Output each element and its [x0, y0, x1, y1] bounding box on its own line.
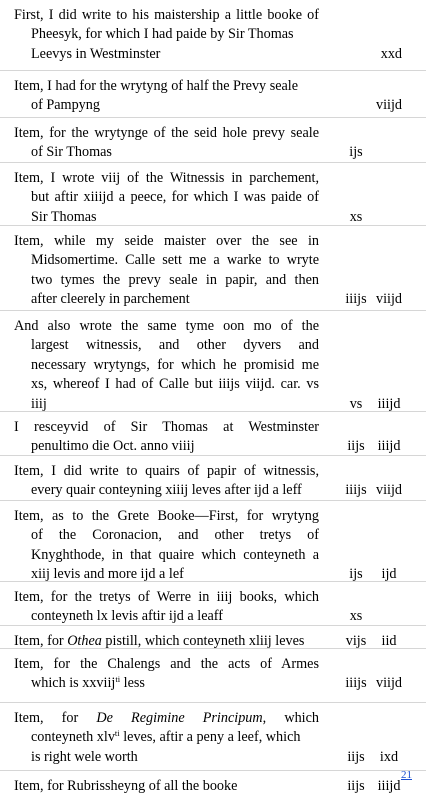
ledger-entry: [0, 702, 426, 765]
amount-pence: iiijd: [377, 438, 401, 455]
amount-shillings: iiijs: [345, 291, 367, 308]
amount-shillings: iijs: [347, 748, 365, 765]
description-line: of Pampyng: [31, 97, 100, 114]
description-line: is right wele worth: [31, 748, 138, 765]
description-line: And also wrote the same tyme oon mo of the: [14, 318, 319, 334]
description-line: Item, for the tretys of Werre in iiij books, which: [14, 589, 319, 605]
description-line: I resceyvid of Sir Thomas at Westminster: [14, 419, 319, 435]
description-line: iiij: [31, 395, 47, 412]
amount-shillings: ijs: [349, 144, 363, 161]
ledger-entry: [0, 648, 426, 692]
ledger-entry: [0, 625, 426, 649]
amount-pence: viijd: [375, 291, 402, 308]
amount-shillings: iijs: [347, 778, 365, 794]
entry-description: [14, 507, 319, 585]
entry-description: [14, 655, 319, 694]
amount-pence: iiijd: [377, 395, 401, 412]
ledger-entry: [0, 310, 426, 412]
description-line: Item, for the wrytynge of the seid hole prevy seale: [14, 125, 319, 141]
amount-pence: iid: [381, 633, 397, 649]
ledger-entry: [0, 117, 426, 161]
description-line: every quair conteyning xiiij leves after ijd a leff: [31, 482, 302, 499]
description-line: Item, for Othea pistill, which conteyneth xliij leves: [14, 633, 305, 649]
italic-title: Othea: [67, 633, 102, 649]
description-line: Item, for Rubrissheyng of all the booke: [14, 778, 238, 794]
description-line: after cleerely in parchement: [31, 291, 190, 308]
ledger-entry: [0, 411, 426, 455]
amount-shillings: ijs: [349, 566, 363, 583]
description-line: Item, as to the Grete Booke—First, for wrytyng: [14, 508, 319, 524]
superscript: ti: [114, 728, 120, 739]
entry-description: [14, 317, 319, 414]
amount-shillings: iijs: [347, 438, 365, 455]
ledger-entry: [0, 455, 426, 499]
description-line: conteyneth lx levis aftir ijd a leaff: [31, 608, 223, 625]
description-line: penultimo die Oct. anno viiij: [31, 438, 195, 455]
description-line: Pheesyk, for which I had paide by Sir Thomas: [31, 26, 294, 43]
description-line: Item, I had for the wrytyng of half the Prevy seale: [14, 78, 299, 94]
description-line: Item, I wrote viij of the Witnessis in parchement,: [14, 170, 319, 186]
italic-title: De Regimine Principum: [96, 710, 263, 726]
footnote-link[interactable]: 21: [401, 769, 412, 781]
ledger-entry: [0, 162, 426, 225]
description-line: which is xxviij$^{ti}$ less: [31, 674, 145, 692]
amount-pence: viijd: [375, 675, 402, 692]
amount-pence: viijd: [375, 482, 402, 499]
entry-description: [14, 418, 319, 457]
entry-description: [14, 588, 319, 627]
description-line: Sir Thomas: [31, 208, 97, 225]
description-line: Knyghthode, in that quaire which conteyneth a: [31, 546, 319, 563]
entry-description: [14, 709, 319, 767]
entry-description: [14, 6, 319, 64]
superscript: ti: [115, 674, 121, 685]
description-line: two tymes the prevy seale in papir, and then: [31, 271, 319, 288]
description-line: Item, while my seide maister over the see in: [14, 233, 319, 249]
ledger-entry: [0, 581, 426, 625]
amount-pence: ixd: [379, 748, 399, 765]
entry-description: [14, 232, 319, 310]
description-line: Leevys in Westminster: [31, 45, 161, 62]
amount-shillings: vijs: [345, 633, 367, 649]
description-line: necessary wrytyngs, for which he promisid me: [31, 356, 319, 373]
entry-description: [14, 777, 319, 796]
description-line: largest witnessis, and other dyvers and: [31, 337, 319, 354]
description-line: xiij levis and more ijd a lef: [31, 566, 184, 583]
amount-pence: xxd: [380, 45, 402, 62]
amount-shillings: iiijs: [345, 482, 367, 499]
amount-shillings: xs: [349, 208, 363, 225]
description-line: Item, I did write to quairs of papir of witnessis,: [14, 463, 319, 479]
description-line: conteyneth xlv$^{ti}$ leves, aftir a peny a leef, which: [31, 728, 301, 746]
description-line: Item, for De Regimine Principum, which: [14, 710, 319, 726]
ledger-entry: [0, 225, 426, 308]
ledger-entry: [0, 500, 426, 583]
description-line: xs, whereof I had of Calle but iiijs viijd. car. vs: [31, 376, 319, 393]
amount-pence: iiijd: [377, 778, 401, 794]
entry-description: [14, 169, 319, 227]
amount-pence: viijd: [375, 97, 402, 114]
entry-description: [14, 77, 319, 116]
description-line: First, I did write to his maistership a little booke of: [14, 7, 319, 23]
description-line: of the Coronacion, and other tretys of: [31, 527, 319, 544]
amount-shillings: xs: [349, 608, 363, 625]
entry-description: [14, 124, 319, 163]
description-line: but aftir xiiijd a peece, for which I was paide of: [31, 189, 319, 206]
entry-description: [14, 462, 319, 501]
amount-shillings: vs: [349, 395, 363, 412]
description-line: Midsomertime. Calle sett me a warke to wryte: [31, 252, 319, 269]
amount-pence: ijd: [381, 566, 397, 583]
description-line: Item, for the Chalengs and the acts of Armes: [14, 656, 319, 672]
description-line: of Sir Thomas: [31, 144, 112, 161]
ledger-entry: [0, 70, 426, 114]
amount-shillings: iiijs: [345, 675, 367, 692]
